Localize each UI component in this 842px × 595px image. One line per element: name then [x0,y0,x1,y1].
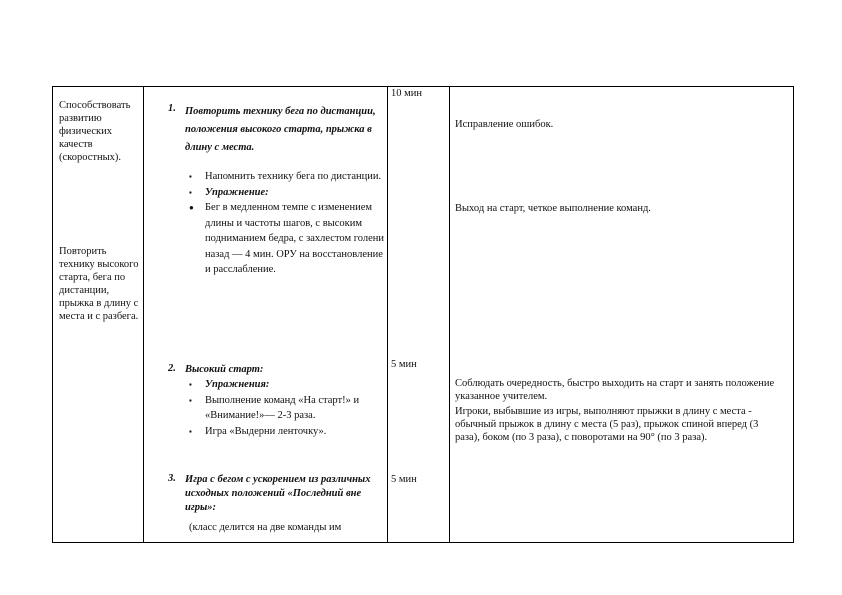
duration-column [388,87,449,542]
goal-develop-qualities: Способствовать развитию физических качеств (скоростных). [59,100,131,163]
section-3-number: 3. [168,473,176,484]
goals-column [53,87,143,542]
bullet-marker: ● [189,203,194,212]
section-2-number: 2. [168,363,176,374]
list-item: ▪ Напомнить технику бега по дистанции. [185,169,385,185]
bullet-marker: ▪ [189,380,192,389]
section-3-title: Игра с бегом с ускорением из различных исходных положений «Последний вне игры»: [185,474,371,513]
duration-section-3: 5 мин [391,474,417,485]
section-1-list [185,169,385,278]
note-start-commands: Выход на старт, четкое выполнение команд. [455,203,651,214]
note-fix-errors: Исправление ошибок. [455,119,554,130]
list-item: ▪ Упражнение: [185,185,385,201]
list-item: ▪ Выполнение команд «На старт!» и «Внимание!»— 2-3 раза. [189,394,360,421]
list-item: ▪ Упражнения: [185,377,375,393]
notes-column [450,87,793,542]
list-item: ● Бег в медленном темпе с изменением длины и частоты шагов, с высоким подниманием бедра, с захлестом голени назад — 4 мин. ОРУ на восстановление и расслабление. [189,202,385,275]
list-item: ▪ Игра «Выдерни ленточку». [185,424,375,440]
section-2-list [185,377,375,439]
section-1-number: 1. [168,103,176,114]
duration-section-1: 10 мин [391,88,423,99]
bullet-marker: ▪ [189,395,192,405]
section-1-title: Повторить технику бега по дистанции, положения высокого старта, прыжка в длину с места. [185,106,376,153]
goal-repeat-technique: Повторить технику высокого старта, бега по дистанции, прыжка в длину с места и с разбега. [59,246,139,322]
bullet-marker: ▪ [189,172,192,181]
section-2-title: Высокий старт: [185,364,264,375]
note-order: Соблюдать очередность, быстро выходить на старт и занять положение указанное учителем. [455,378,775,402]
duration-section-2: 5 мин [391,359,417,370]
section-3-note: (класс делится на две команды им [189,522,342,533]
bullet-marker: ▪ [189,187,192,197]
bullet-marker: ▪ [189,426,192,436]
note-eliminated-players: Игроки, выбывшие из игры, выполняют прыжки в длину с места - обычный прыжок в длину с места (5 раз), прыжок спиной вперед (3 раза), боком (по 3 раза), с поворотами на 90° (по 3 раза). [455,406,759,443]
lesson-plan-table [52,86,794,543]
content-column [144,87,387,542]
